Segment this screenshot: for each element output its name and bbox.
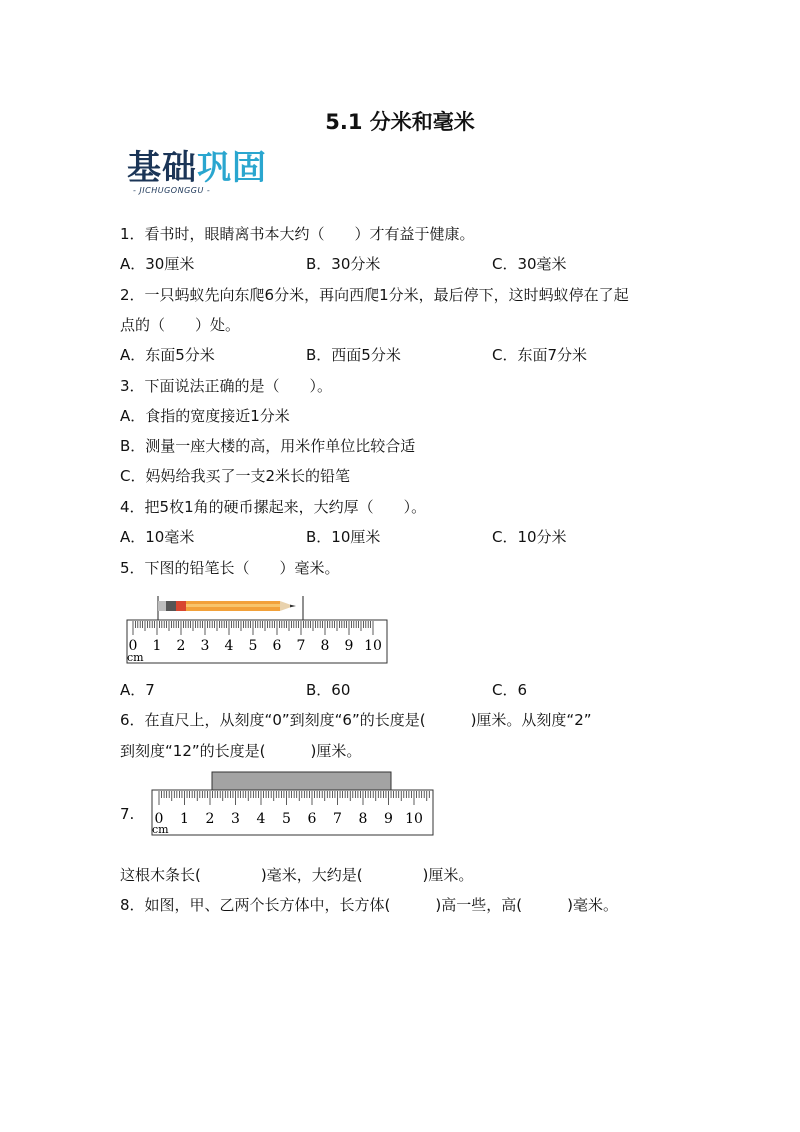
pencil-ruler-figure [120,592,400,672]
ruler-unit: cm [152,823,169,836]
ruler-label: 5 [282,811,291,827]
ruler-label: 8 [320,638,330,654]
logo-text-part2: 巩固 [197,148,267,188]
question-3: 3．下面说法正确的是（ ）。 [120,377,333,395]
q4-option-a: A．10毫米 [120,528,195,546]
ruler-label: 9 [344,638,354,654]
ruler-label: 5 [248,638,258,654]
question-7-number: 7. [120,805,135,823]
question-7: 这根木条长( )毫米，大约是( )厘米。 [120,866,474,884]
q2-option-b: B．西面5分米 [306,346,401,364]
ruler-label: 7 [333,811,342,827]
ruler-label: 3 [200,638,210,654]
ruler-label: 0 [128,638,138,654]
ruler-label: 2 [176,638,186,654]
ruler-label: 3 [231,811,240,827]
q5-option-b: B．60 [306,681,351,699]
q5-option-c: C．6 [492,681,528,699]
ruler-unit: cm [127,651,144,664]
ruler-label: 0 [154,811,164,827]
question-4: 4．把5枚1角的硬币摞起来，大约厚（ ）。 [120,498,427,516]
q4-option-b: B．10厘米 [306,528,381,546]
ruler-label: 4 [224,638,234,654]
ruler-label: 1 [180,811,189,827]
question-6-line2: 到刻度“12”的长度是( )厘米。 [120,742,362,760]
ruler-label: 1 [152,638,162,654]
ruler-label: 10 [405,811,423,827]
q1-option-a: A．30厘米 [120,255,195,273]
q1-option-c: C．30毫米 [492,255,567,273]
ruler-label: 4 [256,811,266,827]
ruler-label: 7 [296,638,306,654]
q4-option-c: C．10分米 [492,528,567,546]
logo-subtitle: - JICHUGONGGU - [133,186,211,195]
q2-option-a: A．东面5分米 [120,346,215,364]
stick-ruler-figure [145,770,445,840]
ruler-label: 2 [205,811,215,827]
question-6-line1: 6．在直尺上，从刻度“0”到刻度“6”的长度是( )厘米。从刻度“2” [120,711,592,729]
ruler-label: 6 [307,811,317,827]
wood-stick [212,772,391,790]
logo-text-part1: 基础 [127,148,197,188]
q1-option-b: B．30分米 [306,255,381,273]
question-8: 8．如图，甲、乙两个长方体中，长方体( )高一些，高( )毫米。 [120,896,618,914]
ruler-label: 9 [384,811,393,827]
question-5: 5．下图的铅笔长（ ）毫米。 [120,559,340,577]
question-1: 1．看书时，眼睛离书本大约（ ）才有益于健康。 [120,225,475,243]
pencil-icon [158,601,296,611]
q5-option-a: A．7 [120,681,155,699]
ruler-label: 10 [364,638,382,654]
q2-option-c: C．东面7分米 [492,346,588,364]
question-2-line1: 2．一只蚂蚁先向东爬6分米，再向西爬1分米，最后停下，这时蚂蚁停在了起 [120,286,629,304]
page-title: 5.1 分米和毫米 [325,110,475,134]
section-logo [127,150,267,198]
ruler-label: 8 [358,811,368,827]
q3-option-a: A．食指的宽度接近1分米 [120,407,290,425]
question-2-line2: 点的（ ）处。 [120,316,241,334]
q3-option-b: B．测量一座大楼的高，用米作单位比较合适 [120,437,416,455]
q3-option-c: C．妈妈给我买了一支2米长的铅笔 [120,467,351,485]
ruler-label: 6 [272,638,282,654]
